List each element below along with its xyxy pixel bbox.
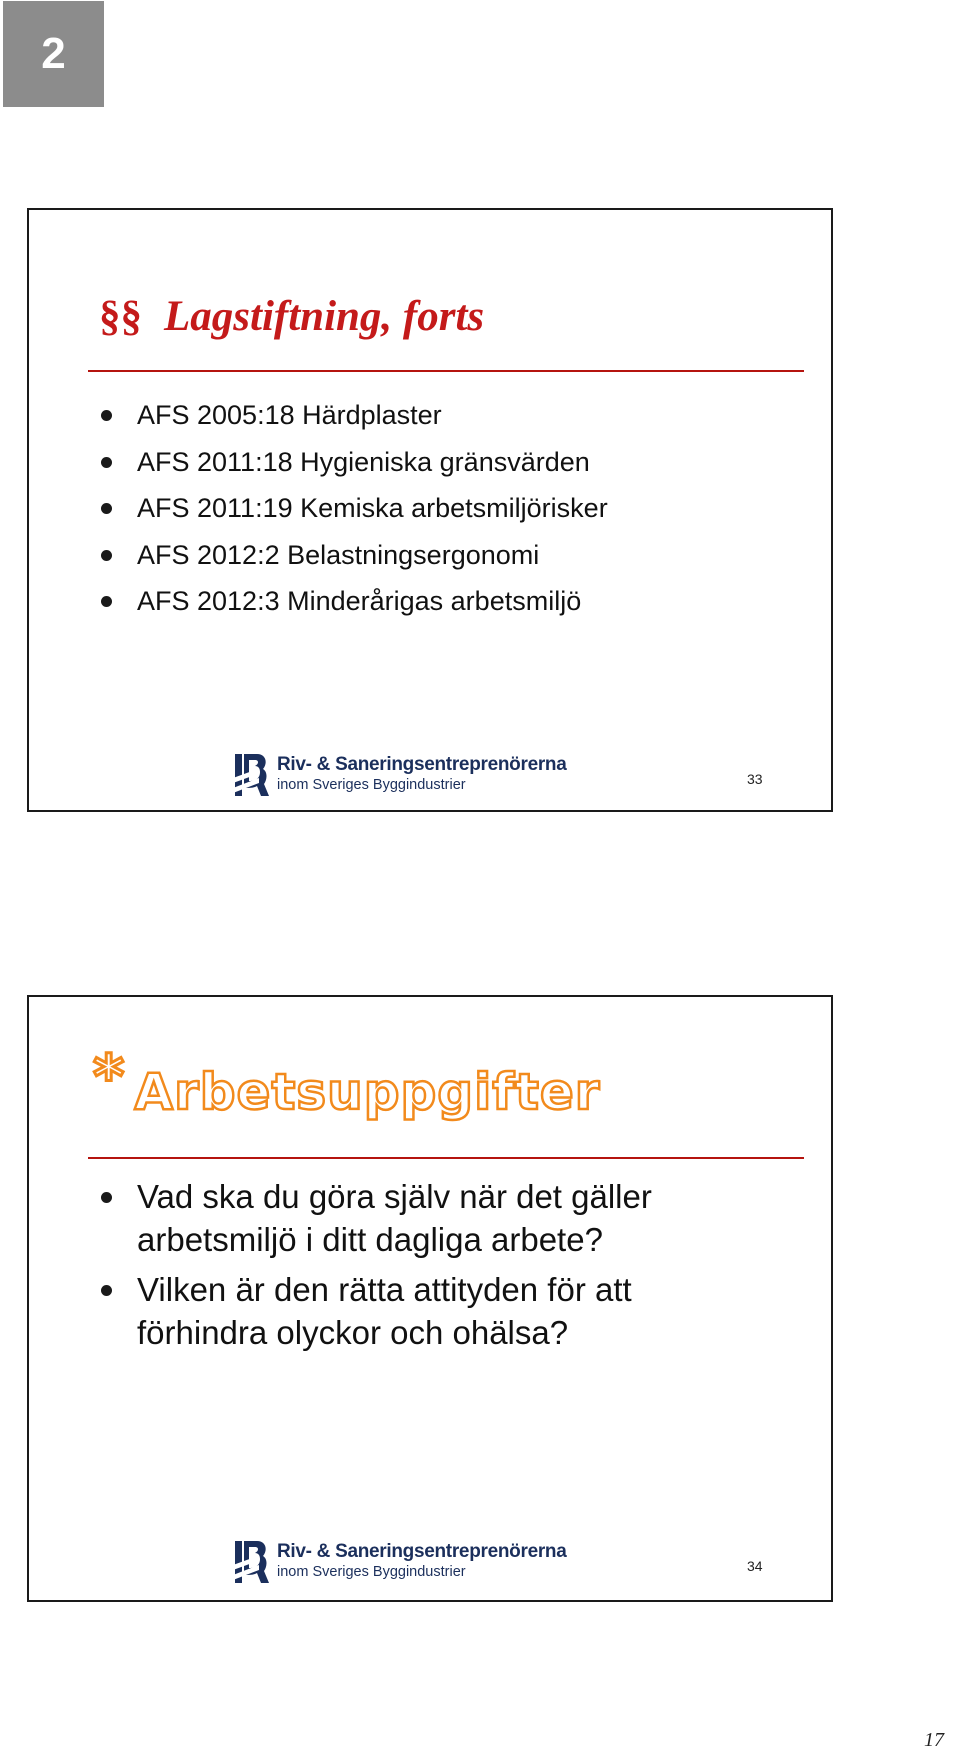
title-underline bbox=[88, 1157, 804, 1159]
slide-title bbox=[99, 292, 484, 341]
rs-logo-mark-icon bbox=[233, 1535, 271, 1585]
logo-line-1: Riv- & Saneringsentreprenörerna bbox=[277, 1541, 567, 1562]
bullet-item: AFS 2012:3 Minderårigas arbetsmiljö bbox=[99, 578, 608, 625]
slide-title-text: Arbetsuppgifter bbox=[134, 1063, 601, 1121]
company-logo bbox=[233, 1535, 567, 1585]
slide-34 bbox=[27, 995, 833, 1602]
bullet-list bbox=[99, 1175, 757, 1361]
bullet-item: AFS 2011:19 Kemiska arbetsmiljörisker bbox=[99, 485, 608, 532]
page-section-tag: 2 bbox=[3, 1, 104, 107]
bullet-item: AFS 2005:18 Härdplaster bbox=[99, 392, 608, 439]
section-sign-prefix: §§ bbox=[99, 293, 142, 340]
slide-33 bbox=[27, 208, 833, 812]
company-logo bbox=[233, 748, 567, 798]
rs-logo-mark-icon bbox=[233, 748, 271, 798]
slide-title bbox=[93, 1042, 601, 1121]
page-number: 17 bbox=[924, 1729, 944, 1751]
bullet-item: AFS 2012:2 Belastningsergonomi bbox=[99, 532, 608, 579]
bullet-item: AFS 2011:18 Hygieniska gränsvärden bbox=[99, 439, 608, 486]
slide-number: 33 bbox=[747, 771, 763, 787]
slide-title-text: Lagstiftning, forts bbox=[164, 293, 485, 340]
logo-line-2: inom Sveriges Byggindustrier bbox=[277, 777, 466, 793]
bullet-item: Vilken är den rätta attityden för att förhindra olyckor och ohälsa? bbox=[99, 1268, 757, 1354]
bullet-list bbox=[99, 392, 608, 625]
logo-line-1: Riv- & Saneringsentreprenörerna bbox=[277, 754, 567, 775]
bullet-item: Vad ska du göra själv när det gäller arbetsmiljö i ditt dagliga arbete? bbox=[99, 1175, 757, 1261]
title-underline bbox=[88, 370, 804, 372]
logo-line-2: inom Sveriges Byggindustrier bbox=[277, 1564, 466, 1580]
slide-number: 34 bbox=[747, 1558, 763, 1574]
asterisk-prefix: * bbox=[93, 1042, 125, 1112]
